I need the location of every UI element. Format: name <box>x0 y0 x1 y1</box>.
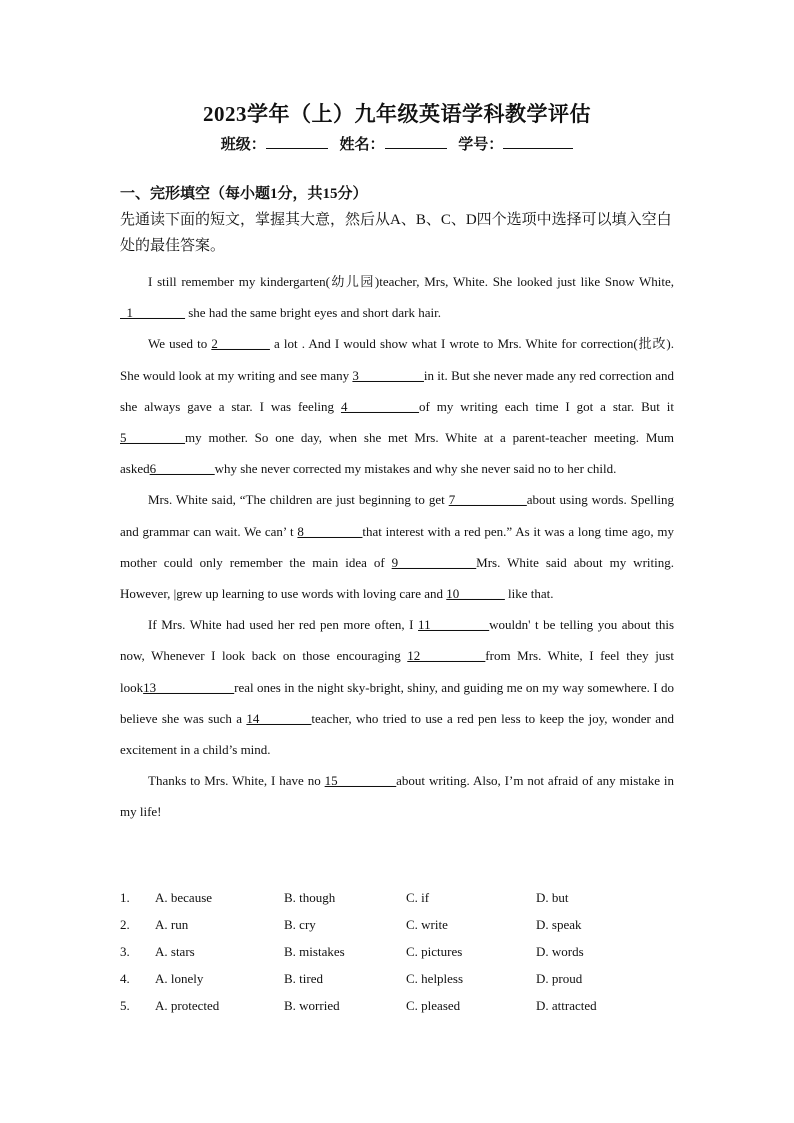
cloze-blank-7: 7___________ <box>448 492 527 508</box>
option-a: A. run <box>155 917 189 932</box>
cloze-passage <box>120 266 674 828</box>
paragraph-1 <box>120 266 674 328</box>
cloze-blank-5: 5_________ <box>120 430 185 446</box>
passage-text: wouldn' t be telling you about this now, Whenever I look back on those encouraging <box>120 617 675 664</box>
passage-text: from Mrs. White, I feel they just look <box>120 648 674 695</box>
paragraph-3 <box>120 484 674 609</box>
question-number: 5. <box>120 998 130 1013</box>
option-c: C. helpless <box>406 971 464 986</box>
cloze-blank-8: 8_________ <box>297 523 363 539</box>
option-row <box>120 998 680 1025</box>
passage-text: that interest with a red pen.” As it was a long time ago, my mother could only remember the main idea of <box>120 523 674 570</box>
option-b: B. mistakes <box>284 944 345 959</box>
option-a: A. protected <box>155 998 220 1013</box>
cloze-blank-15: 15_________ <box>324 773 397 789</box>
question-number: 1. <box>120 890 130 905</box>
id-label: 学号： <box>458 137 504 153</box>
option-a: A. lonely <box>155 971 204 986</box>
option-a: A. because <box>155 890 213 905</box>
cloze-blank-9: 9____________ <box>391 554 477 570</box>
passage-text: of my writing each time I got a star. But it <box>418 398 674 414</box>
option-d: D. proud <box>536 971 583 986</box>
option-a: A. stars <box>155 944 195 959</box>
passage-text: Mrs. White said, “The children are just beginning to get <box>148 492 449 508</box>
passage-text: Mrs. White said about my writing. However, |grew up learning to use words with loving care and <box>120 554 674 602</box>
cloze-blank-11: 11_________ <box>418 617 490 633</box>
passage-text: Thanks to Mrs. White, I have no <box>148 773 325 789</box>
page-title: 2023学年（上）九年级英语学科教学评估 <box>203 102 591 126</box>
question-number: 3. <box>120 944 130 959</box>
option-c: C. write <box>406 917 448 932</box>
cloze-blank-13: 13____________ <box>143 679 235 695</box>
cloze-blank-3: 3__________ <box>352 367 424 383</box>
option-d: D. speak <box>536 917 582 932</box>
cloze-blank-14: 14________ <box>246 710 312 726</box>
option-c: C. if <box>406 890 430 905</box>
passage-text: I still remember my kindergarten(幼儿园)teacher, Mrs, White. She looked just like Snow White, <box>148 274 674 289</box>
option-row <box>120 917 680 944</box>
option-row <box>120 890 680 917</box>
name-label: 姓名： <box>339 137 385 153</box>
passage-text: my mother. So one day, when she met Mrs. White at a parent-teacher meeting. Mum asked <box>120 430 674 477</box>
name-blank <box>385 134 447 149</box>
option-d: D. words <box>536 944 584 959</box>
passage-text: about using words. Spelling and grammar can wait. We can’ t <box>120 492 674 539</box>
option-row <box>120 944 680 971</box>
paragraph-5 <box>120 765 674 827</box>
option-b: B. worried <box>284 998 340 1013</box>
passage-text: in it. But she never made any red correction and she always gave a star. I was feeling <box>120 367 674 414</box>
section-instructions: 先通读下面的短文，掌握其大意，然后从A、B、C、D四个选项中选择可以填入空白处的最佳答案。 <box>120 212 672 254</box>
passage-text: like that. <box>504 586 554 602</box>
passage-text: If Mrs. White had used her red pen more often, I <box>148 617 419 633</box>
cloze-blank-4: 4___________ <box>340 398 419 414</box>
passage-text: We used to <box>148 336 212 352</box>
option-d: D. attracted <box>536 998 597 1013</box>
cloze-blank-6: 6_________ <box>149 461 215 477</box>
question-number: 4. <box>120 971 130 986</box>
class-label: 班级： <box>220 137 266 153</box>
cloze-blank-10: 10_______ <box>446 586 505 602</box>
passage-text: why she never corrected my mistakes and why she never said no to her child. <box>214 461 617 477</box>
student-info-line <box>0 133 794 154</box>
passage-text: real ones in the night sky-bright, shiny, and guiding me on my way somewhere. I do believe she was such a <box>120 679 674 726</box>
passage-text: she had the same bright eyes and short dark hair. <box>185 305 441 321</box>
answer-options <box>120 890 680 1025</box>
option-c: C. pictures <box>406 944 463 959</box>
passage-text: a lot . And I would show what I wrote to Mrs. White for correction(批改). She would look at my writing and see many <box>120 336 674 383</box>
option-row <box>120 971 680 998</box>
paragraph-4 <box>120 609 674 765</box>
section-heading: 一、完形填空（每小题1分，共15分） <box>120 186 368 202</box>
option-b: B. cry <box>284 917 316 932</box>
option-b: B. though <box>284 890 336 905</box>
paragraph-2 <box>120 328 674 484</box>
id-blank <box>503 134 573 149</box>
cloze-blank-1: 1________ <box>120 305 185 321</box>
question-number: 2. <box>120 917 130 932</box>
cloze-blank-2: 2________ <box>211 336 270 352</box>
passage-text: about writing. Also, I’m not afraid of any mistake in my life! <box>120 773 674 820</box>
option-d: D. but <box>536 890 569 905</box>
option-b: B. tired <box>284 971 323 986</box>
cloze-blank-12: 12__________ <box>407 648 486 664</box>
option-c: C. pleased <box>406 998 461 1013</box>
class-blank <box>266 134 328 149</box>
passage-text: teacher, who tried to use a red pen less to keep the joy, wonder and excitement in a child’s mind. <box>120 710 674 758</box>
